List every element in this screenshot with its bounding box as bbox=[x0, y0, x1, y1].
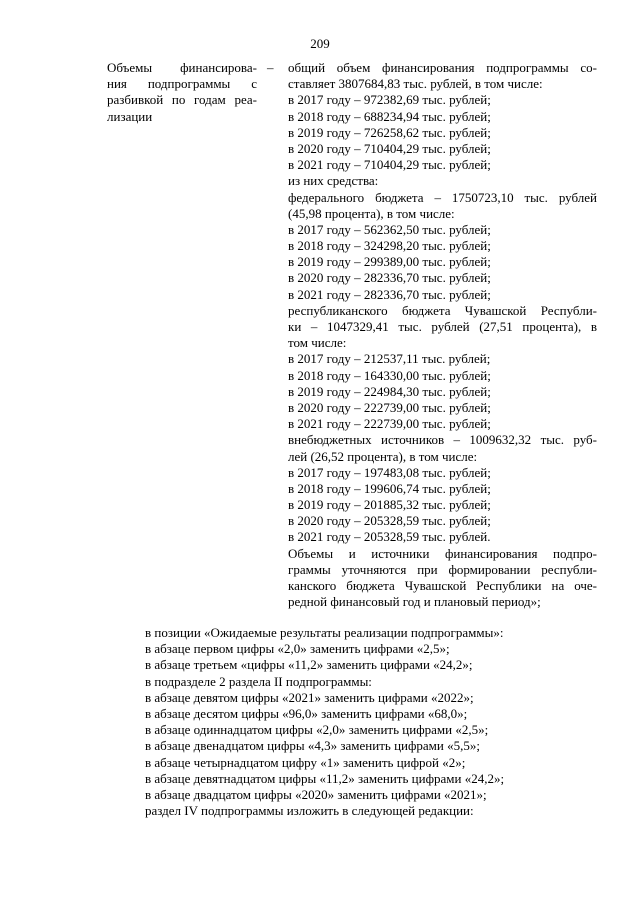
passport-value-line: (45,98 процента), в том числе: bbox=[288, 205, 455, 221]
passport-label-line: разбивкой по годам реа- bbox=[107, 92, 257, 108]
amendment-line: в абзаце одиннадцатом цифры «2,0» заменить цифрами «2,5»; bbox=[145, 722, 489, 738]
passport-value-line: редной финансовый год и плановый период»; bbox=[288, 594, 541, 610]
page-number: 209 bbox=[310, 36, 330, 51]
passport-value-line: из них средства: bbox=[288, 173, 379, 189]
passport-value-line: в 2018 году – 164330,00 тыс. рублей; bbox=[288, 367, 491, 383]
passport-value-line: в 2020 году – 205328,59 тыс. рублей; bbox=[288, 513, 491, 529]
passport-value-line: граммы уточняются при формировании республи- bbox=[288, 561, 597, 577]
passport-value-line: в 2019 году – 299389,00 тыс. рублей; bbox=[288, 254, 491, 270]
amendment-line: в подразделе 2 раздела II подпрограммы: bbox=[145, 673, 372, 689]
passport-value-line: республиканского бюджета Чувашской Республи- bbox=[288, 302, 597, 318]
amendment-line: в позиции «Ожидаемые результаты реализации подпрограммы»: bbox=[145, 625, 504, 640]
passport-value-line: федерального бюджета – 1750723,10 тыс. рублей bbox=[288, 189, 597, 205]
passport-value-line: в 2017 году – 212537,11 тыс. рублей; bbox=[288, 351, 491, 367]
passport-value-line: ставляет 3807684,83 тыс. рублей, в том числе: bbox=[288, 76, 543, 92]
passport-value-line: том числе: bbox=[288, 335, 347, 351]
passport-value-line: в 2018 году – 324298,20 тыс. рублей; bbox=[288, 238, 491, 254]
passport-value bbox=[288, 60, 597, 610]
passport-value-line: в 2019 году – 224984,30 тыс. рублей; bbox=[288, 383, 491, 399]
passport-label-line: лизации bbox=[107, 108, 153, 124]
passport-label bbox=[107, 60, 257, 125]
passport-value-line: лей (26,52 процента), в том числе: bbox=[288, 448, 478, 464]
passport-value-line: в 2017 году – 197483,08 тыс. рублей; bbox=[288, 464, 491, 480]
passport-value-line: в 2019 году – 201885,32 тыс. рублей; bbox=[288, 497, 491, 513]
passport-value-line: в 2021 году – 710404,29 тыс. рублей; bbox=[288, 157, 491, 173]
passport-separator: – bbox=[267, 60, 274, 75]
amendment-line: в абзаце девятом цифры «2021» заменить цифрами «2022»; bbox=[145, 689, 474, 705]
passport-value-line: в 2020 году – 222739,00 тыс. рублей; bbox=[288, 399, 491, 415]
passport-value-line: в 2021 году – 282336,70 тыс. рублей; bbox=[288, 286, 491, 302]
amendment-line: в абзаце первом цифры «2,0» заменить цифрами «2,5»; bbox=[145, 641, 450, 657]
amendment-line: в абзаце десятом цифры «96,0» заменить цифрами «68,0»; bbox=[145, 705, 468, 721]
passport-value-line: в 2019 году – 726258,62 тыс. рублей; bbox=[288, 124, 491, 140]
passport-label-line: Объемы финансирова- bbox=[107, 60, 257, 75]
passport-value-line: в 2018 году – 688234,94 тыс. рублей; bbox=[288, 108, 491, 124]
passport-label-line: ния подпрограммы с bbox=[107, 76, 257, 92]
passport-value-line: в 2020 году – 710404,29 тыс. рублей; bbox=[288, 140, 491, 156]
amendment-line: раздел IV подпрограммы изложить в следующей редакции: bbox=[145, 803, 474, 819]
passport-value-line: в 2020 году – 282336,70 тыс. рублей; bbox=[288, 270, 491, 286]
amendment-line: в абзаце девятнадцатом цифры «11,2» заменить цифрами «24,2»; bbox=[145, 770, 505, 786]
amendment-line: в абзаце двадцатом цифры «2020» заменить цифрами «2021»; bbox=[145, 786, 487, 802]
amendment-line: в абзаце третьем «цифры «11,2» заменить цифрами «24,2»; bbox=[145, 657, 473, 673]
passport-value-line: канского бюджета Чувашской Республики на оче- bbox=[288, 578, 597, 593]
amendment-line: в абзаце двенадцатом цифры «4,3» заменить цифрами «5,5»; bbox=[145, 738, 480, 754]
amendment-line: в абзаце четырнадцатом цифру «1» заменить цифрой «2»; bbox=[145, 754, 466, 770]
amendment-text bbox=[145, 625, 605, 819]
passport-value-line: в 2018 году – 199606,74 тыс. рублей; bbox=[288, 480, 491, 496]
passport-value-line: в 2017 году – 562362,50 тыс. рублей; bbox=[288, 221, 491, 237]
passport-value-line: ки – 1047329,41 тыс. рублей (27,51 процента), в bbox=[288, 319, 597, 334]
passport-value-line: в 2021 году – 205328,59 тыс. рублей. bbox=[288, 529, 491, 545]
passport-value-line: внебюджетных источников – 1009632,32 тыс. руб- bbox=[288, 432, 597, 448]
passport-value-line: общий объем финансирования подпрограммы со- bbox=[288, 60, 597, 75]
passport-value-line: в 2017 году – 972382,69 тыс. рублей; bbox=[288, 92, 491, 108]
passport-value-line: в 2021 году – 222739,00 тыс. рублей; bbox=[288, 416, 491, 432]
passport-value-line: Объемы и источники финансирования подпро- bbox=[288, 545, 597, 561]
